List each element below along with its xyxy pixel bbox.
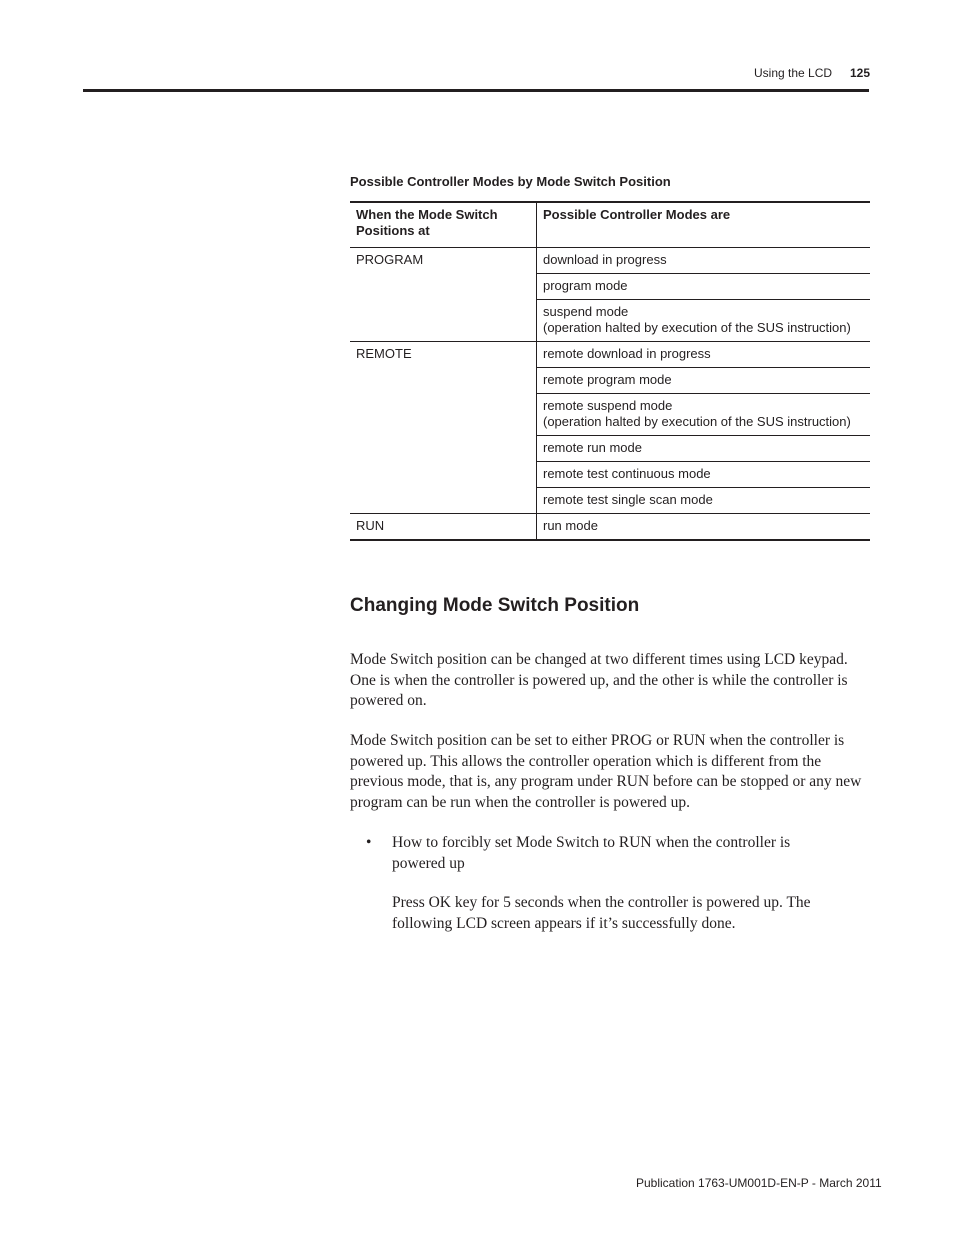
mode-note: (operation halted by execution of the SUS instruction) bbox=[543, 414, 851, 429]
mode-cell: remote program mode bbox=[537, 368, 871, 394]
table-row bbox=[350, 342, 870, 368]
body-paragraph: Press OK key for 5 seconds when the controller is powered up. The following LCD screen appears if it’s successfully done. bbox=[392, 894, 811, 932]
col1-header: When the Mode Switch Positions at bbox=[350, 202, 537, 248]
table-title: Possible Controller Modes by Mode Switch Position bbox=[350, 174, 671, 189]
section-heading: Changing Mode Switch Position bbox=[350, 595, 640, 616]
mode-cell: remote run mode bbox=[537, 436, 871, 462]
mode-cell: remote test single scan mode bbox=[537, 488, 871, 514]
position-run: RUN bbox=[350, 514, 537, 541]
page-number: 125 bbox=[850, 66, 871, 80]
controller-modes-table bbox=[350, 201, 870, 541]
mode-cell bbox=[537, 300, 871, 342]
mode-text: suspend mode bbox=[543, 304, 629, 319]
mode-cell: program mode bbox=[537, 274, 871, 300]
mode-cell bbox=[537, 394, 871, 436]
position-remote: REMOTE bbox=[350, 342, 537, 514]
bullet-text: How to forcibly set Mode Switch to RUN when the controller is powered up bbox=[392, 834, 791, 872]
col2-header: Possible Controller Modes are bbox=[537, 202, 871, 248]
mode-cell: remote download in progress bbox=[537, 342, 871, 368]
table-header-row bbox=[350, 202, 870, 248]
mode-note: (operation halted by execution of the SUS instruction) bbox=[543, 320, 851, 335]
mode-cell: download in progress bbox=[537, 248, 871, 274]
position-program: PROGRAM bbox=[350, 248, 537, 342]
body-paragraph: Mode Switch position can be set to either PROG or RUN when the controller is powered up. This allows the controller operation which is different from the previous mode, that is, any program under RUN before can be stopped or any new program can be run when the controller is powered up. bbox=[350, 732, 862, 811]
mode-text: remote suspend mode bbox=[543, 398, 673, 413]
mode-cell: run mode bbox=[537, 514, 871, 541]
bullet-icon: • bbox=[366, 834, 372, 851]
running-header-section: Using the LCD bbox=[754, 66, 833, 80]
body-paragraph: Mode Switch position can be changed at two different times using LCD keypad. One is when the controller is powered up, and the other is while the controller is powered on. bbox=[350, 651, 848, 709]
table-row bbox=[350, 514, 870, 541]
mode-cell: remote test continuous mode bbox=[537, 462, 871, 488]
publication-footer: Publication 1763-UM001D-EN-P - March 2011 bbox=[636, 1176, 882, 1190]
table-row bbox=[350, 248, 870, 274]
header-rule bbox=[83, 89, 869, 92]
